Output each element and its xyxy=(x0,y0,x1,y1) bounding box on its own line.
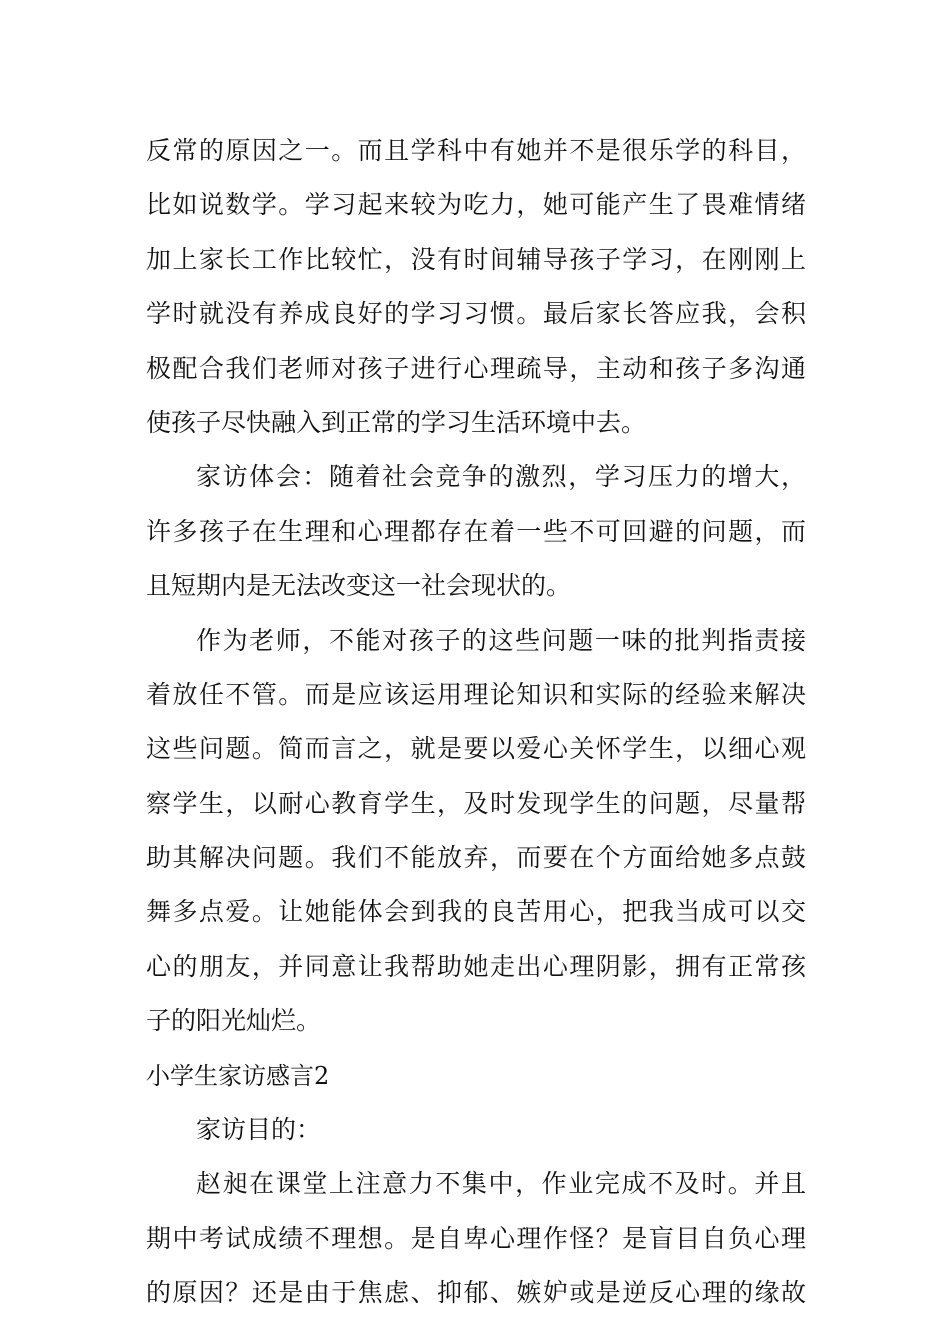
paragraph-visit-purpose xyxy=(146,1157,806,1320)
text-line: 察学生，以耐心教育学生，及时发现学生的问题，尽量帮 xyxy=(146,788,806,818)
text-line: 舞多点爱。让她能体会到我的良苦用心，把我当成可以交 xyxy=(146,897,806,927)
text-line: 期中考试成绩不理想。是自卑心理作怪？是盲目自负心理 xyxy=(146,1223,806,1253)
text-line: 助其解决问题。我们不能放弃，而要在个方面给她多点鼓 xyxy=(146,843,806,873)
text-line: 极配合我们老师对孩子进行心理疏导，主动和孩子多沟通 xyxy=(146,353,806,383)
text-line: 家访目的： xyxy=(196,1115,322,1145)
paragraph-visit-reflection xyxy=(146,450,806,613)
text-line: 着放任不管。而是应该运用理论知识和实际的经验来解决 xyxy=(146,679,806,709)
text-line: 许多孩子在生理和心理都存在着一些不可回避的问题，而 xyxy=(146,516,806,546)
text-line: 赵昶在课堂上注意力不集中，作业完成不及时。并且 xyxy=(196,1169,806,1199)
text-line: 家访体会：随着社会竞争的激烈，学习压力的增大， xyxy=(196,462,806,492)
heading-text: 小学生家访感言2 xyxy=(146,1061,330,1090)
text-line: 这些问题。简而言之，就是要以爱心关怀学生，以细心观 xyxy=(146,734,806,764)
paragraph-visit-purpose-label xyxy=(146,1103,806,1157)
text-line: 学时就没有养成良好的学习习惯。最后家长答应我，会积 xyxy=(146,299,806,329)
text-line: 加上家长工作比较忙，没有时间辅导孩子学习，在刚刚上 xyxy=(146,244,806,274)
paragraph-teacher-role xyxy=(146,614,806,1049)
text-line: 比如说数学。学习起来较为吃力，她可能产生了畏难情绪 xyxy=(146,190,806,220)
text-line: 且短期内是无法改变这一社会现状的。 xyxy=(146,571,572,601)
paragraph-parent-feedback xyxy=(146,124,806,450)
text-line: 作为老师，不能对孩子的这些问题一味的批判指责接 xyxy=(196,625,806,655)
section-heading xyxy=(146,1049,806,1103)
text-line: 子的阳光灿烂。 xyxy=(146,1006,322,1036)
text-line: 心的朋友，并同意让我帮助她走出心理阴影，拥有正常孩 xyxy=(146,951,806,981)
text-line: 的原因？还是由于焦虑、抑郁、嫉妒或是逆反心理的缘故 xyxy=(146,1278,806,1308)
document-body xyxy=(146,124,806,1321)
text-line: 使孩子尽快融入到正常的学习生活环境中去。 xyxy=(146,407,647,437)
text-line: 反常的原因之一。而且学科中有她并不是很乐学的科目， xyxy=(146,136,806,165)
